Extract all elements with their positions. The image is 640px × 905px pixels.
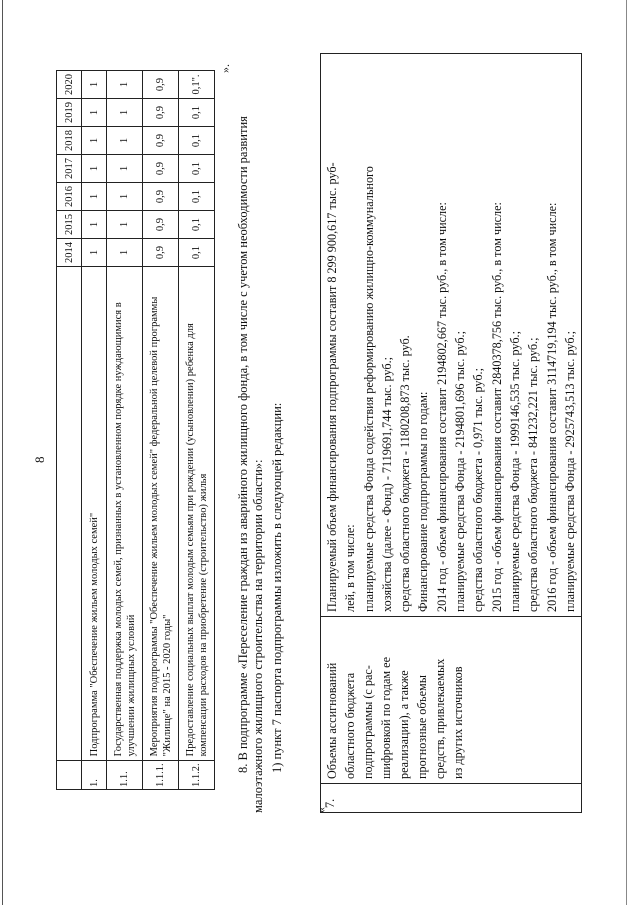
row-value: 1 <box>82 99 107 127</box>
closing-quote: ». <box>218 64 232 73</box>
year-header: 2020 <box>57 71 82 99</box>
label-line: из других источников <box>451 666 465 779</box>
indicator-table <box>56 70 215 790</box>
row-value: 1 <box>82 155 107 183</box>
row-value: 1 <box>107 155 143 183</box>
scan-edge-line <box>626 0 627 905</box>
paragraph-8-item-1: 1) пункт 7 паспорта подпрограммы изложить в следующей редакции: <box>270 402 284 773</box>
opening-quote: « <box>314 807 328 813</box>
row-value: 1 <box>107 239 143 267</box>
scan-edge-line <box>2 0 3 905</box>
row-number: 1.1.2. <box>179 761 215 790</box>
row-number: 1. <box>82 761 107 790</box>
row-value: 0,9 <box>143 99 179 127</box>
table-header-row <box>57 71 82 790</box>
row-value: 0,9 <box>143 71 179 99</box>
row-text: Мероприятия подпрограммы "Обеспечение жильем молодых семей" федеральной целевой программы "Жилище" на 2015 - 2020 годы" <box>143 267 179 761</box>
content-line: хозяйства (далее - Фонд) - 7119691,744 тыс. руб.; <box>379 356 394 612</box>
row-value: 0,1 <box>179 211 215 239</box>
label-line: Объемы ассигнований <box>325 662 339 779</box>
row-text: Предоставление социальных выплат молодым семьям при рождении (усыновлении) ребенка для компенсации расходов на приобретение (строительство) жилья <box>179 267 215 761</box>
content-line: планируемые средства Фонда - 2925743,513 тыс. руб.; <box>562 331 577 612</box>
table-cell <box>57 761 82 790</box>
row-text: Подпрограмма "Обеспечение жильем молодых семей" <box>82 267 107 761</box>
label-line: прогнозные объемы <box>415 675 429 779</box>
table-row <box>82 71 107 790</box>
content-line: планируемые средства Фонда содействия реформированию жилищно-коммунального <box>361 166 376 612</box>
row-text: Государственная поддержка молодых семей, признанных в установленном порядке нуждающимися в улучшении жилищных условий <box>107 267 143 761</box>
content-line: 2016 год - объем финансирования составит 3114719,194 тыс. руб., в том числе: <box>544 202 559 612</box>
year-header: 2015 <box>57 211 82 239</box>
content-line: 2014 год - объем финансирования составит 2194802,667 тыс. руб., в том числе: <box>434 202 449 612</box>
row-value: 1 <box>107 99 143 127</box>
row-value: 1 <box>107 211 143 239</box>
content-line: Финансирование подпрограммы по годам: <box>416 391 431 612</box>
label-line: реализации), а также <box>397 670 411 779</box>
row-value: 1 <box>82 71 107 99</box>
page-number: 8 <box>32 456 47 463</box>
year-header: 2016 <box>57 183 82 211</box>
content-line: средства областного бюджета - 0,971 тыс. руб.; <box>471 368 486 612</box>
row-value: 1 <box>82 239 107 267</box>
row-number: 7. <box>321 784 582 813</box>
row-value: 0,9 <box>143 239 179 267</box>
label-line: областного бюджета <box>343 672 357 779</box>
content-line: средства областного бюджета - 1180208,873 тыс. руб. <box>398 335 413 612</box>
row-value: 0,9 <box>143 127 179 155</box>
row-value: 0,1 <box>179 183 215 211</box>
row-value: 0,1". <box>179 71 215 99</box>
row-value: 1 <box>107 127 143 155</box>
row-value: 1 <box>82 183 107 211</box>
row-value: 1 <box>107 71 143 99</box>
year-header: 2019 <box>57 99 82 127</box>
content-line: 2015 год - объем финансирования составит 2840378,756 тыс. руб., в том числе: <box>489 202 504 612</box>
year-header: 2018 <box>57 127 82 155</box>
passport-label <box>321 617 582 784</box>
passport-content <box>321 54 582 617</box>
label-line: подпрограммы (с рас- <box>361 665 375 779</box>
row-value: 1 <box>82 127 107 155</box>
row-value: 0,1 <box>179 127 215 155</box>
paragraph-8: 8. В подпрограмме «Переселение граждан из аварийного жилищного фонда, в том числе с учетом необходимости развития малоэтажного жилищного строительства на территории области»: <box>236 116 265 813</box>
content-line: лей, в том числе: <box>343 524 358 612</box>
row-value: 0,9 <box>143 183 179 211</box>
content-line: Планируемый объем финансирования подпрограммы составит 8 299 900,617 тыс. руб- <box>325 162 339 612</box>
content-line: планируемые средства Фонда - 2194801,696 тыс. руб.; <box>453 331 468 612</box>
content-line: средства областного бюджета - 841232,221 тыс. руб.; <box>526 337 541 612</box>
table-row <box>143 71 179 790</box>
row-value: 0,1 <box>179 239 215 267</box>
row-value: 1 <box>107 183 143 211</box>
row-value: 0,1 <box>179 99 215 127</box>
label-line: шифровкой по годам ее <box>379 657 393 779</box>
table-row <box>179 71 215 790</box>
row-number: 1.1. <box>107 761 143 790</box>
row-number: 1.1.1. <box>143 761 179 790</box>
year-header: 2017 <box>57 155 82 183</box>
table-row <box>107 71 143 790</box>
row-value: 1 <box>82 211 107 239</box>
row-value: 0,9 <box>143 211 179 239</box>
table-cell <box>57 267 82 761</box>
table-row <box>321 54 582 813</box>
row-value: 0,9 <box>143 155 179 183</box>
row-value: 0,1 <box>179 155 215 183</box>
content-line: планируемые средства Фонда - 1999146,535 тыс. руб.; <box>507 331 522 612</box>
passport-table <box>320 53 582 813</box>
label-line: средств, привлекаемых <box>433 658 447 779</box>
year-header: 2014 <box>57 239 82 267</box>
